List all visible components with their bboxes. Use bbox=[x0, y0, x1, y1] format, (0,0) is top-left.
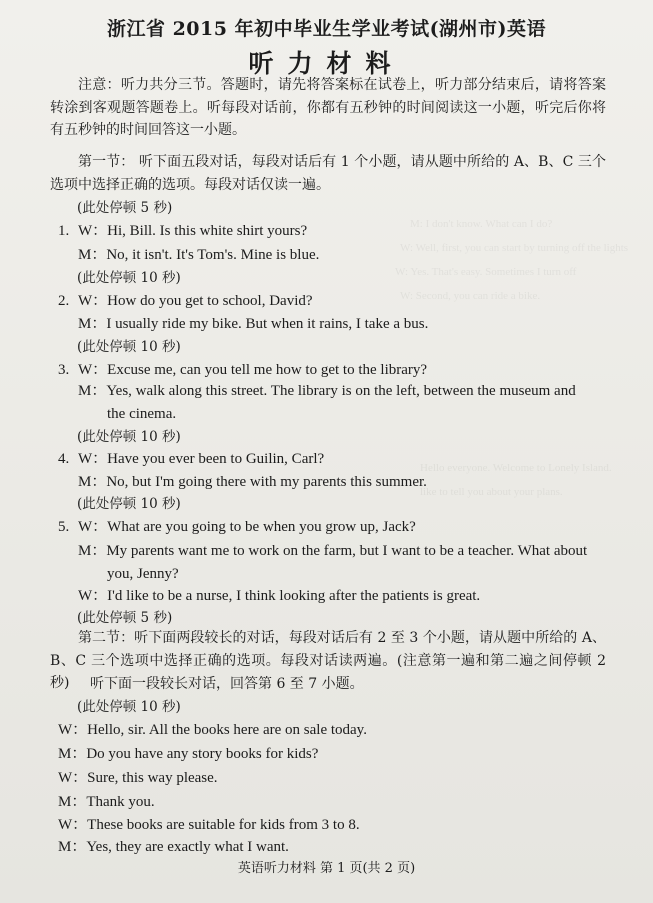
question-number: 4. bbox=[58, 451, 70, 467]
dialogue-text: W：Have you ever been to Guilin, Carl? bbox=[78, 451, 325, 467]
dialogue-text: W：How do you get to school, David? bbox=[78, 293, 313, 309]
pause-note: (此处停顿 10 秒) bbox=[77, 429, 181, 445]
dialogue-line bbox=[58, 290, 313, 312]
section1-intro: 第一节： 听下面五段对话，每段对话后有 1 个小题，请从题中所给的 A、B、C 三个选项中选择正确的选项。每段对话仅读一遍。 bbox=[50, 154, 606, 193]
dialogue-line: M：Thank you. bbox=[58, 794, 155, 810]
page-footer: 英语听力材料 第 1 页(共 2 页) bbox=[237, 861, 416, 876]
dialogue-text: W：What are you going to be when you grow up, Jack? bbox=[78, 519, 416, 535]
dialogue-line: you, Jenny? bbox=[107, 566, 179, 582]
dialogue-line: W：I'd like to be a nurse, I think looking after the patients is great. bbox=[78, 588, 481, 604]
dialogue-text: W：Hi, Bill. Is this white shirt yours? bbox=[78, 223, 308, 239]
pause-note: (此处停顿 10 秒) bbox=[77, 270, 181, 286]
dialogue-line: M：No, it isn't. It's Tom's. Mine is blue. bbox=[78, 247, 320, 263]
dialogue-line bbox=[58, 359, 427, 381]
dialogue-line: W：Hello, sir. All the books here are on sale today. bbox=[58, 722, 367, 738]
document-subtitle: 听力材料 bbox=[248, 49, 405, 78]
bleed-through: W: Yes. That's easy. Sometimes I turn off bbox=[395, 266, 577, 278]
pause-note: (此处停顿 10 秒) bbox=[77, 496, 181, 512]
dialogue-line bbox=[58, 516, 416, 538]
dialogue-line: M：No, but I'm going there with my parents this summer. bbox=[78, 474, 427, 490]
pause-note: (此处停顿 10 秒) bbox=[77, 339, 181, 355]
question-number: 2. bbox=[58, 293, 70, 309]
question-number: 5. bbox=[58, 519, 70, 535]
dialogue-line: W：Sure, this way please. bbox=[58, 770, 218, 786]
question-number: 3. bbox=[58, 362, 70, 378]
bleed-through: W: Well, first, you can start by turning off the lights bbox=[400, 242, 629, 254]
dialogue-line: M：Do you have any story books for kids? bbox=[58, 746, 319, 762]
bleed-through: Hello everyone. Welcome to Lonely Island. bbox=[420, 462, 612, 474]
dialogue-line: W：These books are suitable for kids from 3 to 8. bbox=[58, 817, 360, 833]
dialogue-line: the cinema. bbox=[107, 406, 177, 422]
dialogue-line: M：Yes, they are exactly what I want. bbox=[58, 839, 289, 855]
pause-note: (此处停顿 10 秒) bbox=[77, 699, 181, 715]
bleed-through: M: I don't know. What can I do? bbox=[410, 218, 553, 230]
dialogue-line: M：I usually ride my bike. But when it rains, I take a bus. bbox=[78, 316, 429, 332]
pause-note: (此处停顿 5 秒) bbox=[77, 200, 173, 216]
exam-title: 浙江省 2015 年初中毕业生学业考试(湖州市)英语 bbox=[106, 18, 547, 40]
section2-intro: 第二节：听下面两段较长的对话，每段对话后有 2 至 3 个小题，请从题中所给的 A、B、C 三个选项中选择正确的选项。每段对话读两遍。(注意第一遍和第二遍之间停顿 2 秒) bbox=[50, 630, 606, 691]
dialogue-line bbox=[58, 220, 307, 242]
dialogue-line: M：Yes, walk along this street. The library is on the left, between the museum and bbox=[78, 383, 576, 399]
question-number: 1. bbox=[58, 223, 70, 239]
bleed-through: like to tell you about your plans. bbox=[420, 486, 563, 498]
dialogue-line: M：My parents want me to work on the farm, but I want to be a teacher. What about bbox=[78, 543, 588, 559]
dialogue-text: W：Excuse me, can you tell me how to get to the library? bbox=[78, 362, 428, 378]
section2-sub-intro: 听下面一段较长对话，回答第 6 至 7 小题。 bbox=[90, 676, 364, 692]
instructions-note: 注意：听力共分三节。答题时，请先将答案标在试卷上，听力部分结束后，请将答案转涂到客观题答题卷上。听每段对话前，你都有五秒钟的时间阅读这一小题，听完后你将有五秒钟的时间回答这一小题。 bbox=[50, 77, 606, 138]
dialogue-line bbox=[58, 448, 324, 470]
pause-note: (此处停顿 5 秒) bbox=[77, 610, 173, 626]
bleed-through: W: Second, you can ride a bike. bbox=[400, 290, 541, 302]
